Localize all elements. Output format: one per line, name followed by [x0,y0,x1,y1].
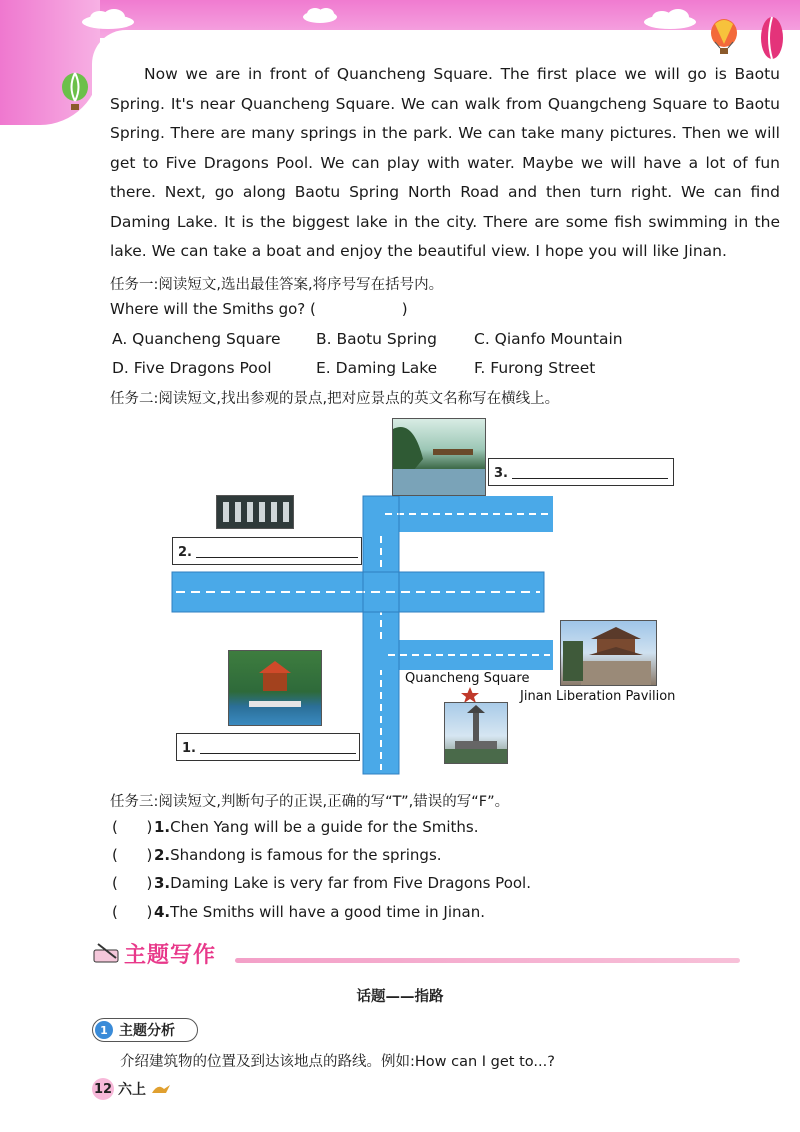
tf-item-4: ( ) 4.The Smiths will have a good time in Jinan. [112,903,485,921]
page-number: 12 [92,1078,114,1100]
page-footer [92,1078,172,1100]
reading-passage: Now we are in front of Quancheng Square. The first place we will go is Baotu Spring. It's near Quancheng Square. We can walk from Quangcheng Square to Baotu Spring. There are many springs in the park. We can take many pictures. Then we will get to Five Dragons Pool. We can play with water. Maybe we will have a lot of fun there. Next, go along Baotu Spring North Road and then turn right. We can find Daming Lake. It is the biggest lake in the city. There are some fish swimming in the lake. We can take a boat and enjoy the beautiful view. I hope you will like Jinan. [110,65,780,260]
book-pen-icon [92,940,122,966]
task3-instruction: 任务三:阅读短文,判断句子的正误,正确的写“T”,错误的写“F”。 [110,794,510,810]
bird-icon [150,1081,172,1097]
tf-item-1: ( ) 1.Chen Yang will be a guide for the Smiths. [112,818,479,836]
section-title-writing: 主题写作 [124,943,217,968]
analysis-label: 主题分析 [119,1023,175,1039]
photo-springs [216,495,294,529]
task1-instruction: 任务一:阅读短文,选出最佳答案,将序号写在括号内。 [110,277,444,293]
blank-1[interactable]: 1. [176,733,360,761]
label-quancheng-square: Quancheng Square [405,671,530,686]
tf-item-3: ( ) 3.Daming Lake is very far from Five Dragons Pool. [112,874,531,892]
label-liberation-pavilion: Jinan Liberation Pavilion [520,689,676,704]
photo-daming-lake [392,418,486,496]
photo-quancheng-square [444,702,508,764]
photo-pool [228,650,322,726]
option-f: F. Furong Street [474,359,596,377]
analysis-number: 1 [95,1021,113,1039]
blank-2[interactable]: 2. [172,537,362,565]
grade-label: 六上 [118,1082,146,1098]
section-title-bar [235,958,740,963]
task1-question: Where will the Smiths go? ( ) [110,300,408,318]
option-a: A. Quancheng Square [112,330,281,348]
photo-liberation-pavilion [560,620,657,686]
option-b: B. Baotu Spring [316,330,437,348]
option-e: E. Daming Lake [316,359,438,377]
analysis-pill [92,1018,198,1042]
tf-item-2: ( ) 2.Shandong is famous for the springs. [112,846,442,864]
option-d: D. Five Dragons Pool [112,359,272,377]
analysis-intro: 介绍建筑物的位置及到达该地点的路线。例如:How can I get to...? [120,1054,555,1070]
writing-topic: 话题——指路 [356,989,444,1005]
task2-instruction: 任务二:阅读短文,找出参观的景点,把对应景点的英文名称写在横线上。 [110,391,560,407]
blank-3[interactable]: 3. [488,458,674,486]
star-marker [461,687,479,703]
option-c: C. Qianfo Mountain [474,330,623,348]
